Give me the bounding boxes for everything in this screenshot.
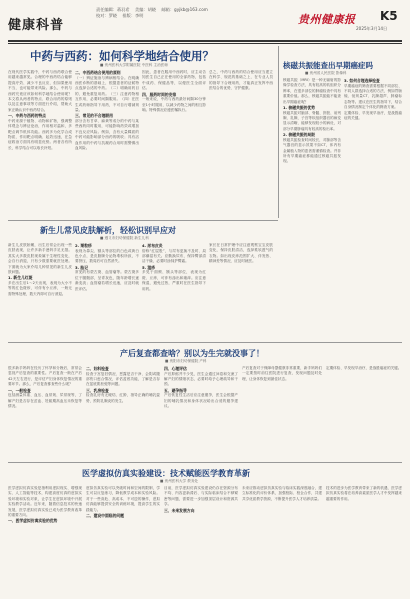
- article-1-col-3: [142, 70, 206, 217]
- header-rule-thin: [8, 43, 402, 44]
- article-5-col-3: [164, 486, 238, 594]
- page-header: [8, 4, 402, 44]
- article-3-body-5: 俗称“红屁股”，与尿布更换不及时、局部潮湿有关。应勤换尿布，保持臀部清洁干燥，必要时涂抹护臀霜。: [142, 248, 206, 264]
- article-4-body-4: 检查乳房有无硬结、红肿，指导正确的哺乳姿势，预防乳腺炎的发生。: [86, 393, 160, 403]
- article-5-body-4: 未来应推动虚拟仿真实验与临床实践深度融合，建立标准化的评价体系，加强校际、校企合作，共建共享优质教学资源，不断提升医学人才培养质量。: [242, 486, 322, 501]
- article-4-body-7: 产后复查对于保障母婴健康非常重要，新手妈妈们一定要按时前往医院进行复查，发现问题及时处理，让身体恢复到最佳状态。: [242, 366, 322, 381]
- article-5-body-2: 虚拟仿真实验可以突破时间和空间的限制，学生可以反复练习，降低教学成本和实验风险。对于一些高危、高成本、不可逆的操作，虚拟仿真能够提供安全的训练环境，提高学生的实践能力。: [86, 486, 160, 512]
- editor-info: [96, 7, 286, 19]
- article-2-byline: ■ 贵州省人民医院 影像科: [305, 71, 347, 75]
- article-3-sub-4: 4. 尿布皮炎: [142, 243, 163, 248]
- section-rule-2: [8, 342, 402, 343]
- section-rule-1: [8, 220, 278, 221]
- column-rule: [278, 46, 279, 218]
- article-5-body-5: 技术的进步为医学教育带来了新的机遇，医学虚拟仿真实验将在培养高素质医学人才中发挥越来越重要的作用。: [326, 486, 402, 501]
- article-2-body-5: 定期体检、早发现早治疗，是战胜癌症的关键。: [344, 110, 402, 121]
- article-3-body-7: 家长在日常护理中应注意观察宝宝皮肤变化，保持皮肤清洁，选择柔软透气的衣物。如出现皮疹范围扩大、伴发热、精神差等情况，应及时就医。: [209, 243, 273, 264]
- article-3-col-4: [209, 243, 273, 338]
- article-3-title: 新生儿常见皮肤解析，轻松识别早应对: [40, 226, 176, 235]
- issue-date: 2025年3月14日: [356, 26, 388, 31]
- article-5-byline: ■ 贵州医科大学 教务处: [160, 479, 199, 483]
- article-1-body-6: 一般来说，中药与西药最好间隔30分钟至1小时服用，以减少药物之间的相互影响。特殊情况应遵医嘱执行。: [142, 97, 206, 113]
- article-4-body-2: 包括测量体重、血压、血常规、尿常规等，了解产妇是否存在贫血、妊娠期高血压未恢复等情况。: [8, 393, 82, 409]
- page-number: K5: [380, 9, 398, 23]
- article-3-sub-2: 2. 粟粒疹: [75, 243, 92, 248]
- article-1-body-2: 中药来源于植物、动物和矿物，强调整体观念与辨证论治，作用相对温和，多靶点调节机体功能。西药多为化学合成物质，作用靶点明确、起效迅速，在急症救治方面具有明显优势。两者各有所长，科学结合可以取长补短。: [8, 118, 72, 150]
- article-3-sub-5: 5. 湿疹: [142, 264, 155, 270]
- section-title: 健康科普: [8, 18, 65, 33]
- article-3-sub-1: 1. 新生儿红斑: [8, 275, 33, 281]
- article-4-col-1: [8, 366, 82, 458]
- article-3-sub-3: 3. 胎记: [75, 264, 88, 270]
- header-rule: [8, 40, 402, 42]
- article-4-col-3: [164, 366, 238, 458]
- article-1-sub-1: 一、中药与西药的特点: [8, 113, 46, 119]
- article-4-title: 产后复查都查啥？别以为生完就没事了！: [120, 349, 264, 358]
- article-1-sub-2: 二、中西药结合使用的原则: [75, 70, 121, 75]
- article-5-title: 医学虚拟仿真实验建设：技术赋能医学教育革新: [82, 469, 250, 478]
- section-rule-3: [8, 462, 402, 463]
- article-3-body-6: 多见于面颊、额头等部位，表现为红斑、丘疹，可伴有渗出和瘙痒。应注意保湿，避免过热，严重时在医生指导下用药。: [142, 270, 206, 291]
- article-2-sub-3: 3. 如何合理选择检查: [344, 78, 380, 83]
- editor-line-2: 校对：罗晓 排版：李明: [96, 13, 144, 18]
- paper-logo: 贵州健康报: [298, 13, 356, 26]
- article-2-col-2: [344, 78, 402, 338]
- article-2-body-1: 核磁共振（MRI）是一种无辐射的影像学检查方法，具有较高的软组织分辨率，在很多部位的肿瘤检查中具有重要价值。那么，核磁共振能不能查出早期癌症呢？: [283, 78, 341, 104]
- article-3-byline: ■ 遵义市妇幼保健院 新生儿科: [100, 236, 149, 240]
- article-4-sub-4: 四、心理评估: [164, 366, 187, 371]
- article-3-col-3: [142, 243, 206, 338]
- article-5-col-2: [86, 486, 160, 594]
- article-3-body-4: 常见的有蒙古斑、血管瘤等。蒙古斑多位于腰骶部，呈青灰色，随年龄增长逐渐变淡；血管瘤若增长迅速，应及时就医评估。: [75, 270, 139, 291]
- article-5-body-1: 医学虚拟仿真实验是指利用虚拟现实、增强现实、人工智能等技术，构建高度仿真的虚拟实验环境和实验对象，让学生在虚拟环境中开展实验教学活动。近年来，随着信息技术的快速发展，医学虚拟仿真实验已成为医学教育改革的重要方向。: [8, 486, 82, 518]
- article-1-col-2: [75, 70, 139, 217]
- article-4-col-2: [86, 366, 160, 458]
- article-4-body-5: 产后抑郁并不少见，医生会通过问卷和交流了解产妇的情绪状态，必要时给予心理疏导和干预。: [164, 371, 238, 387]
- article-4-body-6: 产后恢复性生活后应注意避孕，医生会根据产妇的哺乳情况和身体状况给出合适的避孕建议。: [164, 393, 238, 409]
- article-1-body-5: 因此，患者在服用中西药时，应主动告知医生自己正在使用的全部药物，包括中成药、保健品等，以便医生全面评估。: [142, 70, 206, 91]
- article-4-sub-3: 三、乳房检查: [86, 387, 109, 393]
- article-5-col-4: [242, 486, 322, 594]
- article-4-col-5: [326, 366, 402, 458]
- article-4-body-1b: 定期体检、早发现早治疗，是战胜癌症的关键。: [326, 366, 402, 370]
- article-1-byline: ■ 贵州医科大学附属医院 中医科 主治医师: [100, 63, 168, 67]
- article-3-col-1: [8, 243, 72, 338]
- article-5-sub-1: 一、医学虚拟仿真实验的优势: [8, 518, 58, 524]
- article-4-sub-2: 二、妇科检查: [86, 366, 109, 371]
- article-4-sub-5: 五、避孕指导: [164, 387, 187, 393]
- article-2-sub-1: 1. 核磁共振的优势: [283, 105, 315, 111]
- article-1-body-4: 部分含有甘草、麻黄等成分的中药与某些西药同时服用，可能影响药效或增加不良反应风险。例如，含有大量鞣质的中药可能影响部分西药的吸收；具有活血作用的中药与抗凝药合用时需警惕出血风险。: [75, 119, 139, 151]
- article-2-body-4: 早期癌症的筛查需要根据不同部位、不同人群选择合适的方法，例如胃肠镜、低剂量CT、乳腺超声、肿瘤标志物等。建议在医生的指导下，结合自身情况制定个体化的筛查方案。: [344, 83, 402, 110]
- article-2-body-2: 核磁共振对脑部、脊髓、肝脏、前列腺、乳腺、子宫等软组织器官的病变显示清晰，能够发现较小的病灶，对部分早期肿瘤具有较高的检出率。: [283, 110, 341, 131]
- article-2-col-1: [283, 78, 341, 338]
- article-1-sub-4: 四、服药时间的安排: [142, 91, 177, 97]
- article-1-col-1: [8, 70, 72, 217]
- article-1-sub-3: 三、常见的不合理联用: [75, 113, 113, 119]
- article-5-sub-3: 三、未来发展方向: [164, 507, 195, 513]
- article-2-title: 核磁共振能查出早期癌症吗: [283, 61, 373, 70]
- article-3-body-2: 多在出生后1～2天出现，表现为大小不等的红色斑疹，可伴有小丘疹，一般无需特殊处理，数天内即可自行消退。: [8, 281, 72, 296]
- article-1-body-3: （一）辨证施治与辨病相结合。在明确西医诊断的基础上，根据患者的证候特点选择合适的中药。（二）明确用药目的，避免重复用药。（三）注意药物相互作用，必要时间隔服用。（四）在医生或药师指导下用药，不可自行增减剂量。: [75, 75, 139, 113]
- article-4-byline: ■ 贵阳市妇幼保健院 产科: [165, 359, 207, 363]
- article-3-body-3: 表现为鼻尖、额头等部位的白色或黄白色小点，是皮脂腺分泌物堆积所致，不要挤压，数周后可自然消失。: [75, 248, 139, 264]
- article-2-body-3: 核磁共振检查时间较长，对肺部等含气器官的显示效果不如CT，体内有金属植入物的患者需谨慎检查。并非所有早期癌症都能通过核磁共振发现。: [283, 137, 341, 164]
- article-3-body-1: 新生儿皮肤娇嫩，出生后常会出现一些皮肤表现，让许多新手爸妈手足无措。其实大多数皮肤现象属于生理性变化，会自行消退，只有少数需要就医处理。下面就为大家介绍几种常见的新生儿皮肤问题。: [8, 243, 72, 275]
- article-4-sub-1: 一、一般检查: [8, 387, 31, 393]
- article-5-sub-2: 二、建设中面临的问题: [86, 513, 124, 519]
- article-5-col-1: [8, 486, 82, 594]
- article-2-sub-2: 2. 核磁共振的局限: [283, 132, 315, 138]
- article-5-body-3: 目前，医学虚拟仿真实验建设仍存在资源分布不均、内容更新滞后、与实际临床结合不够紧密等问题，需要进一步加强顶层设计和资源共享。: [164, 486, 238, 507]
- article-4-body-3: 检查子宫复旧情况、恶露是否干净、会阴或腹部伤口愈合情况，评估盆底功能，了解是否存在盆底肌松弛等问题。: [86, 371, 160, 387]
- article-3-col-2: [75, 243, 139, 338]
- article-1-body-7: 总之，中药与西药的结合使用应当建立在科学、规范的基础之上，在专业人员的指导下合理用药，才能真正发挥中西医结合的优势，守护健康。: [209, 70, 273, 91]
- editor-line-1: 责任编辑：蒋羽希 美编：胡晓 邮箱：gyjkb@163.com: [96, 7, 208, 12]
- article-1-body-1: 在现代医学实践中，中药与西药联合使用越来越常见。合理的中西药结合能够提高疗效、减少不良反应，但如果使用不当，也可能带来风险。那么，中药与西药究竟应该如何科学地结合使用呢？本文将从两者的特点、联合用药的原则以及注意事项等方面进行介绍，帮助大家正确认识中西药结合。: [8, 70, 72, 112]
- article-4-body-1: 很多新手妈妈在经历了怀孕和分娩后，常常会忽视产后复查的重要性。产后复查一般在产后42天左右进行，是评估产妇身体恢复情况的重要环节。那么，产后复查都查些什么呢？: [8, 366, 82, 387]
- article-4-col-4: [242, 366, 322, 458]
- article-1-col-4: [209, 70, 273, 217]
- article-5-col-5: [326, 486, 402, 594]
- article-1-title: 中药与西药：如何科学地结合使用？: [30, 49, 214, 63]
